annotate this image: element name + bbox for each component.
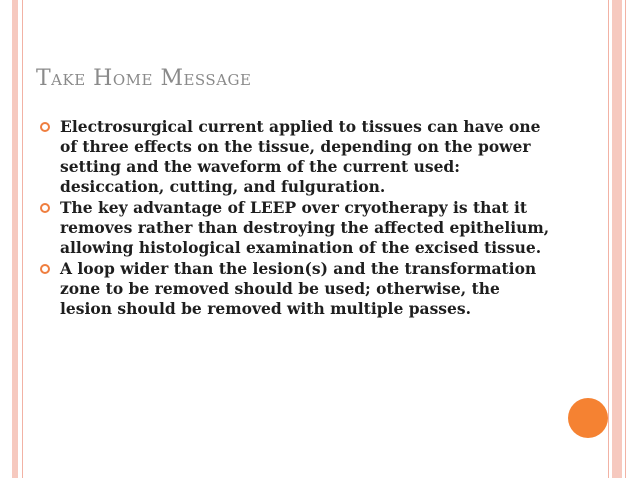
ring-bullet-icon bbox=[40, 122, 50, 132]
bullet-text: Electrosurgical current applied to tissues can have one of three effects on the tissue, depending on the power setting and the waveform of the current used: desiccation, cutting, and fulguration. bbox=[60, 117, 541, 196]
ring-bullet-icon bbox=[40, 264, 50, 274]
right-decorative-band bbox=[612, 0, 622, 478]
bullet-item bbox=[40, 198, 550, 258]
bullet-list bbox=[40, 117, 550, 320]
slide-title: Take Home Message bbox=[36, 66, 252, 91]
bullet-text: A loop wider than the lesion(s) and the transformation zone to be removed should be used; otherwise, the lesion should be removed with multiple passes. bbox=[60, 259, 537, 318]
orange-circle-icon bbox=[568, 398, 608, 438]
bullet-text: The key advantage of LEEP over cryotherapy is that it removes rather than destroying the affected epithelium, allowing histological examination of the excised tissue. bbox=[60, 198, 550, 257]
ring-bullet-icon bbox=[40, 203, 50, 213]
right-decorative-line-outer bbox=[625, 0, 626, 478]
left-decorative-line bbox=[22, 0, 23, 478]
bullet-item bbox=[40, 117, 550, 197]
right-decorative-line-inner bbox=[608, 0, 609, 478]
left-decorative-band bbox=[12, 0, 18, 478]
bullet-item bbox=[40, 259, 550, 319]
